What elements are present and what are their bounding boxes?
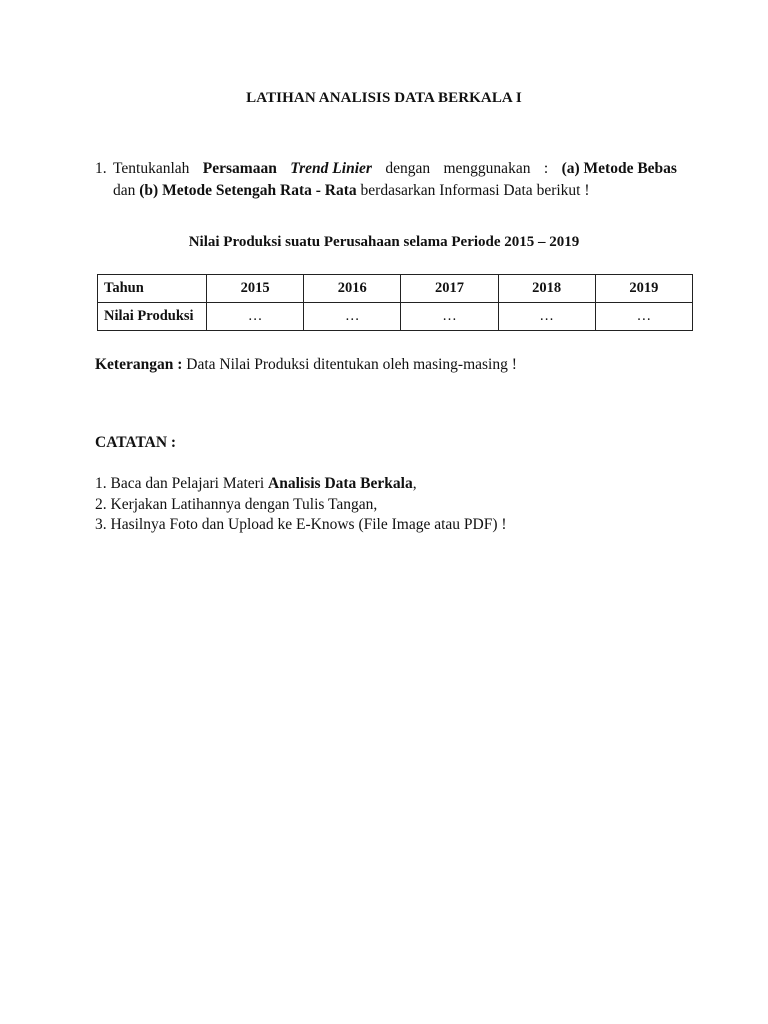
list-item-text: 1. Baca dan Pelajari Materi	[95, 475, 269, 492]
question-1	[95, 158, 677, 202]
list-item: 2. Kerjakan Latihannya dengan Tulis Tangan,	[95, 495, 378, 513]
question-line-2	[113, 180, 677, 202]
note-label: Keterangan :	[95, 356, 183, 373]
question-number: 1.	[95, 160, 107, 177]
production-table	[97, 274, 693, 331]
list-item-text: ,	[412, 475, 417, 492]
question-keyword: Persamaan	[202, 160, 277, 177]
table-header-cell: 2019	[595, 275, 692, 303]
table-row	[98, 303, 693, 331]
table-cell: …	[304, 303, 401, 331]
table-cell: …	[498, 303, 595, 331]
note-text: Data Nilai Produksi ditentukan oleh masing-masing !	[182, 356, 517, 373]
list-item	[95, 474, 507, 495]
question-word: berdasarkan Informasi Data berikut !	[356, 182, 590, 199]
question-line-1	[113, 158, 677, 180]
page-title: LATIHAN ANALISIS DATA BERKALA I	[246, 90, 522, 106]
question-keyword-italic: Trend Linier	[290, 160, 372, 177]
list-item-keyword: Analisis Data Berkala	[268, 475, 413, 492]
table-cell: …	[595, 303, 692, 331]
question-keyword: (b) Metode Setengah Rata - Rata	[139, 182, 357, 199]
question-word: dan	[113, 182, 140, 199]
question-keyword: (a) Metode Bebas	[561, 160, 677, 177]
list-item: 3. Hasilnya Foto dan Upload ke E-Knows (File Image atau PDF) !	[95, 516, 507, 533]
question-word: menggunakan	[443, 160, 531, 177]
table-cell: …	[401, 303, 498, 331]
table-header-cell: 2015	[207, 275, 304, 303]
table-header-cell: Tahun	[98, 275, 207, 303]
table-title: Nilai Produksi suatu Perusahaan selama Periode 2015 – 2019	[188, 234, 580, 250]
catatan-list	[95, 474, 507, 536]
question-word: dengan	[385, 160, 431, 177]
table-header-cell: 2017	[401, 275, 498, 303]
question-word: :	[543, 160, 549, 177]
table-row-label: Nilai Produksi	[98, 303, 207, 331]
question-word: Tentukanlah	[113, 160, 190, 177]
note	[95, 356, 517, 374]
table-header-cell: 2016	[304, 275, 401, 303]
question-text	[113, 158, 677, 202]
table-cell: …	[207, 303, 304, 331]
table-header-row	[98, 275, 693, 303]
table-header-cell: 2018	[498, 275, 595, 303]
catatan-heading: CATATAN :	[95, 434, 177, 451]
